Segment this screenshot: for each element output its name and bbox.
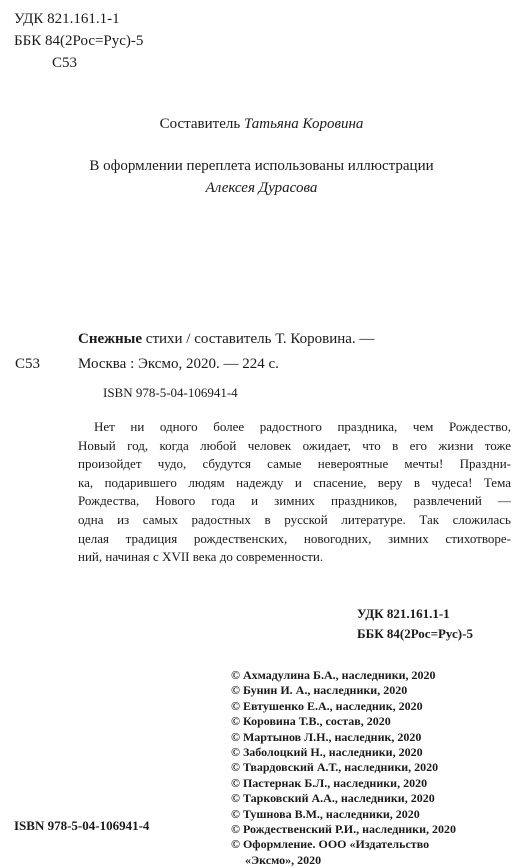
bbk-code: ББК 84(2Рос=Рус)-5 [357,626,473,641]
annotation [78,418,511,567]
copyright-line: © Коровина Т.В., состав, 2020 [231,714,391,729]
annotation-line: Нет ни одного более радостного праздника, чем Рождество, [94,419,511,434]
annotation-line: ний, начиная с XVII века до современности. [78,549,324,565]
copyright-line: © Ахмадулина Б.А., наследники, 2020 [231,668,436,682]
classification-codes-bottom [357,604,473,644]
copyright-line: © Тушнова В.М., наследники, 2020 [231,806,420,821]
illustrations-credit: В оформлении переплета использованы иллюстрации [89,158,434,174]
copyright-line: © Твардовский А.Т., наследники, 2020 [231,760,439,775]
title-statement: стихи / составитель Т. Коровина. — [142,331,375,347]
copyright-line: © Евтушенко Е.А., наследник, 2020 [231,698,423,713]
copyright-line: «Эксмо», 2020 [245,852,322,867]
compiler-name: Татьяна Коровина [243,116,364,132]
author-mark: С53 [52,55,78,71]
copyright-line: © Рождественский Р.И., наследники, 2020 [231,822,456,837]
udk-code: УДК 821.161.1-1 [14,11,120,27]
book-title: Снежные [78,331,143,347]
isbn-bottom: ISBN 978-5-04-106941-4 [14,818,150,833]
bibliographic-title [78,331,374,348]
annotation-line: Рождества, Нового года и зимних праздников, развлечений — [78,493,511,509]
bibliographic-author-mark: С53 [15,356,41,372]
copyright-line: © Пастернак Б.Л., наследники, 2020 [231,775,428,790]
copyright-line: © Мартынов Л.Н., наследник, 2020 [231,729,422,744]
copyright-line: © Тарковский А.А., наследники, 2020 [231,791,435,806]
copyright-line: © Бунин И. А., наследники, 2020 [231,683,408,698]
classification-codes [14,8,143,74]
compiler-line [0,116,523,133]
copyright-line: © Оформление. ООО «Издательство [231,837,430,852]
bbk-code: ББК 84(2Рос=Рус)-5 [14,33,144,49]
copyright-line: © Заболоцкий Н., наследники, 2020 [231,745,423,760]
annotation-line: одна из самых радостных в русской литературе. Так сложилась [78,511,511,527]
udk-code: УДК 821.161.1-1 [357,606,450,621]
compiler-label: Составитель [159,116,241,132]
publication-info: Москва : Эксмо, 2020. — 224 с. [78,356,279,372]
annotation-line: произойдет чудо, сбудутся самые невероятные мечты! Праздни- [78,456,511,472]
isbn-text: ISBN 978-5-04-106941-4 [103,385,238,400]
annotation-line: Новый год, когда любой человек ожидает, что в его жизни тоже [78,437,511,453]
illustrator-name: Алексея Дурасова [205,180,318,196]
copyright-list [231,668,456,868]
annotation-line: ка, подарившего людям надежду и спасение, веру в чудеса! Тема [78,474,511,490]
annotation-line: целая традиция рождественских, новогодних, зимних стихотворе- [78,530,511,546]
